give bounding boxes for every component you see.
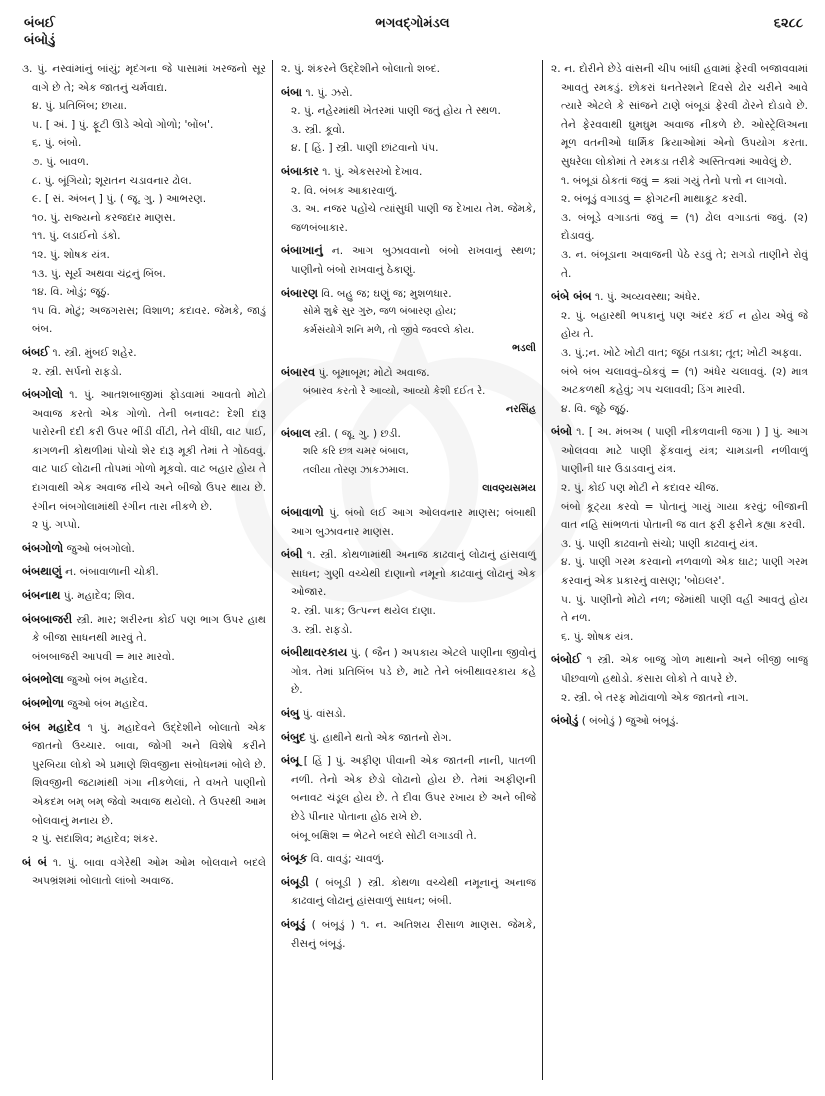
sense-text: ૧. પું. બાવા વગેરેથી ઓમ ઓમ બોલવાને બદલે અપભ્રંશમાં બોલાતો લાંબો અવાજ. <box>32 856 267 888</box>
sense-text: ૨. સ્ત્રી. બે તરફ મોઢાંવાળો એક જાતનો નાગ. <box>561 691 749 704</box>
dictionary-entry <box>551 650 808 707</box>
entry-sense <box>551 689 808 708</box>
entry-headword: બં બં <box>22 854 47 869</box>
entry-sense <box>281 503 536 541</box>
dictionary-entry <box>281 849 536 869</box>
sense-text: ( બંબોડું ) જુઓ બંબૂડું. <box>581 715 679 728</box>
sense-text: ૪. પું. પાણી ગરમ કરવાનો નળવાળો એક ઘાટ; પાણી ગરમ કરવાનું એક પ્રકારનું વાસણ; 'બોઇલર'. <box>561 556 808 588</box>
entry-headword: બંબગોલો <box>22 387 63 402</box>
sense-text: પું. મહાદેવ; શિવ. <box>63 590 135 603</box>
entry-sense <box>22 853 266 891</box>
entry-sense <box>22 283 266 302</box>
dictionary-columns <box>22 60 808 1080</box>
sense-text: જુઓ બંબ મહાદેવ. <box>67 698 149 710</box>
page-title: ભગવદ્ગોમંડલ <box>375 16 450 31</box>
entry-sense <box>22 830 266 849</box>
entry-headword: બંબૂ <box>281 753 300 768</box>
dictionary-entry <box>281 545 536 639</box>
entry-sense <box>281 162 536 182</box>
sense-text: સ્ત્રી. માર; શરીરના કોઈ પણ ભાગ ઉપર હાથ કે બીજા સાધનથી મારવું તે. <box>32 613 266 645</box>
entry-sense <box>551 498 808 535</box>
entry-headword: બંબભોલા <box>22 672 64 687</box>
entry-sense <box>22 134 266 153</box>
entry-sense <box>22 694 266 714</box>
sense-text: પું. બંબો લઈ આગ ઓલવનાર માણસ; બંબાથી આગ બુઝાવનાર માણસ. <box>291 507 536 538</box>
quote-line: તલીયા તોરણ ઝાકઝમાલ. <box>303 464 409 476</box>
sense-text: વિ. વાવડું; ચાવળું. <box>310 853 385 866</box>
entry-sense <box>22 343 266 363</box>
sense-text: ( બંબૂડી ) સ્ત્રી. કોથળા વચ્ચેથી નમૂનાનું અનાજ કાઢવાનું લોઢાનું હાંસવાળું સાધન; બંબી. <box>291 876 536 908</box>
dictionary-entry <box>281 915 536 953</box>
sense-text: પું. ( જૈન ) અપકાય એટલે પાણીના જીવોનું ગોત્ર. તેમાં પ્રતિબિંબ પડે છે, માટે તેને બંબીથાવરકાય કહે છે. <box>291 647 536 697</box>
sense-text: ૫. પું. પાણીનો મોટો નળ; જેમાંથી પાણી વહી આવતું હોય તે નળ. <box>561 593 808 625</box>
sense-text: ૨. પું. નહેરમાંથી ખેતરમાં પાણી જતું હોય તે સ્થળ. <box>291 105 501 118</box>
entry-headword: બંબારણ <box>281 285 318 300</box>
quote-attribution: લાવણ્યસમય <box>482 483 536 495</box>
sense-text: ૨. બંબૂડું વગાડવું = ફોગટની માથાકૂટ કરવી. <box>561 193 748 206</box>
entry-sense <box>281 751 536 826</box>
entry-sense <box>22 610 266 648</box>
entry-sense <box>22 363 266 382</box>
entry-headword: બંબૂડું <box>281 916 306 931</box>
sense-text: ૨. પું. શંકરને ઉદ્દેશીને બોલાતો શબ્દ. <box>281 63 440 75</box>
entry-sense <box>22 648 266 667</box>
sense-text: ૨ પું. ગપ્પો. <box>32 519 81 532</box>
sense-text: ૨. સ્ત્રી. સર્પનો રાફડો. <box>32 365 122 378</box>
sense-text: બંબૂ બક્ષિશ = ભેટને બદલે સોટી લગાડવી તે. <box>291 829 477 842</box>
sense-text: ૧ પું. મહાદેવને ઉદ્દેશીને બોલાતો એક જાતનો ઉચ્ચાર. બાવા, જોગી અને વિશેષે કરીને પુરબિયા લોકો એ પ્રમાણે શિવજીના સંબોધનમાં બોલે છે. શિવજીની જટામાંથી ગંગા નીકળેલાં, તે વખતે પાણીનો એકદમ બમ્ બમ્ જેવો અવાજ થયેલો. તે ઉપરથી આમ બોલવાનું મનાય છે. <box>32 721 267 827</box>
entry-sense <box>551 553 808 590</box>
sense-text: ૧૩. પું. સૂર્ય અથવા ચંદ્રનું બિંબ. <box>32 267 166 280</box>
entry-sense <box>551 60 808 172</box>
dictionary-entry <box>22 60 266 339</box>
sense-text: ૧ સ્ત્રી. એક બાજુ ગોળ માથાનો અને બીજી બાજુ પીછવાળો હથોડો. કંસારા લોકો તે વાપરે છે. <box>561 654 808 685</box>
dictionary-entry <box>281 284 536 359</box>
sense-text: પું. વાંસડો. <box>302 708 346 720</box>
entry-sense <box>22 718 266 831</box>
dictionary-entry <box>22 343 266 381</box>
quote-line: સોમે શુક્રે સુર ગુરુ, જળ બંબારણ હોય; <box>303 306 457 318</box>
entry-headword: બંબથાણું <box>22 564 62 579</box>
entry-headword: બંબબાજરી <box>22 611 73 626</box>
entry-sense <box>551 535 808 554</box>
quote-attribution: ભડલી <box>512 343 536 355</box>
entry-sense <box>22 516 266 535</box>
sense-text: ૯. [ સં. અંબન્ ] પું. ( જૂ. ગુ. ) આભરણ. <box>32 193 207 206</box>
guide-word-first: બંબઈ <box>24 16 55 31</box>
column-3 <box>542 60 808 1080</box>
entry-sense <box>551 172 808 191</box>
sense-text: ૩. સ્ત્રી. કૂવો. <box>291 123 346 136</box>
entry-headword: બંબી <box>281 547 303 562</box>
sense-text: ૪. પું. પ્રતિબિંબ; છાયા. <box>32 100 127 113</box>
entry-sense <box>22 116 266 135</box>
entry-sense <box>281 241 536 279</box>
sense-text: ૧૦. પું. રાજ્યનો કરજદાર માણસ. <box>32 211 176 224</box>
sense-text: ૩. પું. નસ્વાંમાંનું બાંયું; મૃદંગના જે પાસામાં ખરજનો સૂર વાગે છે તે; એક જાતનું ચર્મવાદ્ય. <box>22 63 266 94</box>
entry-sense <box>281 200 536 237</box>
entry-sense <box>551 363 808 400</box>
entry-sense <box>551 190 808 209</box>
dictionary-entry <box>22 718 266 849</box>
sense-text: [ હિં ] પું. અફીણ પીવાની એક જાતની નાની, પાતળી નળી. તેનો એક છેડો લોઢાનો હોય છે. તેમાં અફીણની બનાવટ ચંડૂલ હોય છે. તે દીવા ઉપર રખાય છે અને બીજે છેડે પીનાર પોતાના હોઠ રાખે છે. <box>291 755 536 823</box>
dictionary-entry <box>551 422 808 646</box>
column-1 <box>22 60 272 1080</box>
column-2 <box>272 60 542 1080</box>
entry-sense <box>22 562 266 582</box>
quote-line: કર્મસંયોગે શનિ મળે, તો જીવે જવલ્લે કોય. <box>303 324 475 336</box>
entry-headword: બંબાવાળો <box>281 505 324 520</box>
dictionary-entry <box>281 83 536 158</box>
quote-attribution: નરસિંહ <box>505 404 536 416</box>
dictionary-entry <box>22 539 266 559</box>
entry-sense <box>551 307 808 344</box>
sense-text: પું. બૂમાબૂમ; મોટો અવાજ. <box>318 366 430 379</box>
entry-headword: બંબુદ <box>281 729 306 744</box>
entry-sense <box>551 246 808 283</box>
sense-text: બંબે બંબ ચલાવવું–ઠોકવું = (૧) અંધેર ચલાવવું. (૨) માત્ર અટકળથી કહેવું; ગપ ચલાવવી; ડિંગ મારવી. <box>561 365 808 397</box>
dictionary-entry <box>281 503 536 541</box>
entry-sense <box>22 190 266 209</box>
entry-headword: બંબૂક <box>281 851 308 866</box>
entry-headword: બંબા <box>281 84 303 99</box>
entry-headword: બંબાકાર <box>281 163 319 178</box>
entry-sense <box>22 539 266 559</box>
sense-text: ૧૫ વિ. મોટું; અજગરાસ; વિશાળ; કદાવર. જેમકે, જાડું બંબ. <box>32 304 266 336</box>
sense-text: ૪. વિ. જૂઠે જૂઠું. <box>561 402 630 415</box>
sense-text: ન. આગ બુઝાવવાનો બંબો રાખવાનું સ્થળ; પાણીનો બંબો રાખવાનું ઠેકાણું. <box>291 245 536 276</box>
dictionary-entry <box>281 60 536 79</box>
entry-sense <box>281 621 536 640</box>
sense-text: ૩. ન. બંબૂડાના અવાજની પેઠે રડવું તે; રાગડો તાણીને રોવું તે. <box>561 248 808 280</box>
sense-text: જુઓ બંબગોલો. <box>66 542 135 555</box>
entry-sense <box>22 265 266 284</box>
entry-sense <box>22 60 266 97</box>
entry-sense <box>281 728 536 748</box>
dictionary-entry <box>281 363 536 420</box>
guide-word-last: બંબોડું <box>24 33 56 48</box>
entry-sense <box>281 827 536 846</box>
dictionary-entry <box>281 643 536 700</box>
dictionary-entry <box>281 241 536 279</box>
sense-text: ૬. પું. શોષક યંત્ર. <box>561 630 634 643</box>
entry-sense <box>281 873 536 911</box>
sense-text: ૧૧. પું. લડાઈનો ડંકો. <box>32 230 121 243</box>
entry-sense <box>551 711 808 731</box>
dictionary-entry <box>281 424 536 499</box>
entry-sense <box>551 400 808 419</box>
dictionary-entry <box>281 704 536 724</box>
sense-text: જુઓ બંબ મહાદેવ. <box>67 674 148 687</box>
entry-sense <box>22 209 266 228</box>
dictionary-entry <box>22 562 266 582</box>
dictionary-entry <box>551 60 808 283</box>
entry-headword: બંબનાથ <box>22 588 61 603</box>
sense-text: ૧. બંબૂડાં ઠોકતાં જવું = ક્યાં ગયું તેનો પત્તો ન લાગવો. <box>561 174 788 187</box>
entry-headword: બંબભોળા <box>22 696 64 710</box>
entry-headword: બંબાલ <box>281 425 311 440</box>
entry-headword: બંબોડું <box>551 713 579 728</box>
sense-text: ૧. સ્ત્રી. મુંબઈ શહેર. <box>52 346 137 359</box>
entry-headword: બંબઈ <box>22 344 50 359</box>
dictionary-entry <box>22 670 266 690</box>
entry-sense <box>22 97 266 116</box>
entry-sense <box>281 915 536 953</box>
sense-text: પું. હાથીને થતો એક જાતનો રોગ. <box>309 731 452 744</box>
entry-sense <box>281 363 536 383</box>
entry-sense <box>22 670 266 690</box>
dictionary-entry <box>22 853 266 891</box>
entry-sense <box>281 284 536 304</box>
entry-sense <box>281 60 536 79</box>
sense-text: ૨ પું. સદાશિવ; મહાદેવ; શંકર. <box>32 833 158 846</box>
entry-sense <box>281 849 536 869</box>
entry-sense <box>551 209 808 246</box>
sense-text: ૨. વિ. બંબક આકારવાળું. <box>291 184 398 197</box>
sense-text: ૩. અ. નજર પહોંચે ત્યાંસુધી પાણી જ દેખાય તેમ. જેમકે, જળબંબાકાર. <box>291 203 536 234</box>
entry-sense <box>551 479 808 498</box>
entry-sense <box>281 643 536 700</box>
entry-headword: બંબો <box>551 424 573 439</box>
entry-sense <box>281 121 536 140</box>
entry-headword: બંબીથાવરકાય <box>281 645 348 660</box>
entry-headword: બંબુ <box>281 706 300 720</box>
dictionary-entry <box>281 162 536 237</box>
sense-text: ૧૪. વિ. ખોડું; જૂઠું. <box>32 286 110 299</box>
entry-sense <box>281 704 536 724</box>
dictionary-entry <box>22 694 266 714</box>
entry-sense <box>22 385 266 516</box>
entry-sense <box>551 422 808 479</box>
entry-headword: બંબોઈ <box>551 652 581 667</box>
sense-text: બંબો કૂટ્યા કરવો = પોતાનું ગાયું ગાયા કરવું; બીજાની વાત નહિ સાંભળતાં પોતાની જ વાત ફરી ફરીને કહ્યા કરવી. <box>561 500 808 532</box>
entry-sense <box>22 153 266 172</box>
entry-sense <box>22 172 266 191</box>
sense-text: વિ. બહુ જ; ઘણું જ; મુશળધાર. <box>321 287 452 300</box>
sense-text: સ્ત્રી. ( જૂ. ગુ. ) છડી. <box>314 427 401 440</box>
entry-sense <box>22 586 266 606</box>
entry-headword: બંબ મહાદેવ <box>22 719 81 734</box>
dictionary-entry <box>22 586 266 606</box>
entry-sense <box>281 102 536 121</box>
entry-sense <box>22 302 266 339</box>
sense-text: ૩. પું.;ન. ખોટે ખોટી વાત; જૂઠા તડાકા; તૂત; ખોટી અફવા. <box>561 346 802 359</box>
dictionary-entry <box>551 287 808 418</box>
dictionary-entry <box>551 711 808 731</box>
entry-headword: બંબાખાનું <box>281 243 323 258</box>
entry-sense <box>22 227 266 246</box>
entry-sense <box>281 602 536 621</box>
entry-sense <box>22 246 266 265</box>
sense-text: ૩. પું. પાણી કાઢવાનો સંચો; પાણી કાઢવાનું યંત્ર. <box>561 537 759 550</box>
sense-text: ( બંબૂડું ) ૧. ન. અતિશય રીસાળ માણસ. જેમકે, રીસનું બંબૂડું. <box>291 918 536 950</box>
sense-text: ૧. [ અ. મંબઅ ( પાણી નીકળવાની જગા ) ] પું. આગ ઓલવવા માટે પાણી ફેંકવાનું યંત્ર; ચામડાની નળીવાળું પાણીની ધાર ઉડાડવાનું યંત્ર. <box>561 426 808 476</box>
sense-text: ૫. [ અં. ] પું. ફૂટી ઊડે એવો ગોળો; 'બોંબ'. <box>32 118 214 131</box>
entry-sense <box>281 139 536 158</box>
sense-text: ૩. બંબૂડે વગાડતાં જવું = (૧) ઢોલ વગાડતાં જવું. (૨) દોડાવવું. <box>561 211 808 243</box>
entry-sense <box>551 591 808 628</box>
sense-text: ન. બંબાવાળાની ચોકી. <box>65 566 159 579</box>
sense-text: ૪. [ હિં. ] સ્ત્રી. પાણી છાંટવાનો પંપ. <box>291 142 439 155</box>
entry-headword: બંબે બંબ <box>551 289 592 304</box>
entry-sense <box>551 287 808 307</box>
sense-text: ૮. પું. બૂંગિયો; શૂરાતન ચડાવનાર ઢોલ. <box>32 174 192 187</box>
sense-text: ૨. પું. બહારથી ભપકાનું પણ અંદર કંઈ ન હોય એવું જે હોય તે. <box>561 309 808 341</box>
entry-sense <box>551 344 808 363</box>
sense-text: ૧. પું. અવ્યવસ્થા; અંધેર. <box>594 291 701 304</box>
page-header <box>0 16 825 48</box>
quote-line: શરિ કરિ છત્ર ચમર બંબાલ, <box>303 446 409 458</box>
dictionary-entry <box>22 610 266 667</box>
entry-sense <box>281 83 536 103</box>
page-number: ૬૨૮૮ <box>773 16 803 31</box>
dictionary-entry <box>281 751 536 845</box>
sense-text: બંબબાજરી આપવી = માર મારવો. <box>32 650 175 663</box>
entry-sense <box>281 424 536 444</box>
entry-sense <box>281 545 536 602</box>
entry-headword: બંબગોળો <box>22 540 64 555</box>
entry-sense <box>281 182 536 201</box>
entry-sense <box>551 650 808 688</box>
dictionary-entry <box>281 873 536 911</box>
entry-sense <box>551 628 808 647</box>
sense-text: ૧. પું. એકસરખો દેખાવ. <box>322 165 423 178</box>
sense-text: ૧. પું. ઝરો. <box>305 86 353 99</box>
sense-text: ૨. સ્ત્રી. પાક; ઉત્પન્ન થયેલ દાણા. <box>291 605 436 618</box>
sense-text: ૩. સ્ત્રી. રાફડો. <box>291 623 353 636</box>
sense-text: ૧. પું. આતશબાજીમાં ફોડવામાં આવતો મોટો અવાજ કરતો એક ગોળો. તેની બનાવટ: દેશી દારૂ પારોરની દદી કરી ઉપર ભીંડી વીંટી, તેને વીંધી, વાટ પાઈ, કાગળની કોથળીમાં પોચો શેર દારૂ મૂકી તેમાં તે ગોઠવવું. વાટ પાઈ લોઢાની તોપમાં ગોળો મૂકવો. વાટ બહાર હોય તે દાગવાથી એક અવાજ નીચે અને બીજો ઉપર થાય છે. રંગીન બંબગોલામાંથી રંગીન તારા નીકળે છે. <box>32 389 266 513</box>
quote-line: બંબારવ કરતો રે આવ્યો, આવ્યો કેશી દઈત રે. <box>303 385 486 397</box>
dictionary-entry <box>22 385 266 535</box>
sense-text: ૬. પું. બંબો. <box>32 137 82 150</box>
sense-text: ૧૨. પું. શોષક યંત્ર. <box>32 248 110 261</box>
sense-text: ૨. ન. દોરીને છેડે વાંસની ચીપ બાંધી હવામાં ફેરવી બજાવવામાં આવતું રમકડું. છોકરાં ધનતેરશને દિવસે ઢોર ચરીને આવે ત્યારે એટલે કે સાંજને ટાણે બંબૂડાં ફેરવી ઢોરને દોડાવે છે. તેને ફેરવવાથી ઘુમઘુમ અવાજ નીકળે છે. ઓસ્ટ્રેલિઅના મૂળ વતનીઓ ધાર્મિક ક્રિયાઓમાં એનો ઉપયોગ કરતા. સુધરેલા લોકોમાં તે રમકડા તરીકે અસ્તિત્વમાં આવેલું છે. <box>551 63 808 168</box>
entry-headword: બંબારવ <box>281 364 316 379</box>
entry-headword: બંબૂડી <box>281 874 309 889</box>
dictionary-entry <box>281 728 536 748</box>
sense-text: ૭. પું. બાવળ. <box>32 155 90 168</box>
sense-text: ૧. સ્ત્રી. કોથળામાંથી અનાજ કાઢવાનું લોઢાનું હાંસવાળું સાધન; ગુણી વચ્ચેથી દાણાનો નમૂનો કાઢવાનું લોઢાનું એક ઓજાર. <box>291 549 536 599</box>
sense-text: ૨. પું. કોઈ પણ મોટી ને કદાવર ચીજ. <box>561 482 720 495</box>
